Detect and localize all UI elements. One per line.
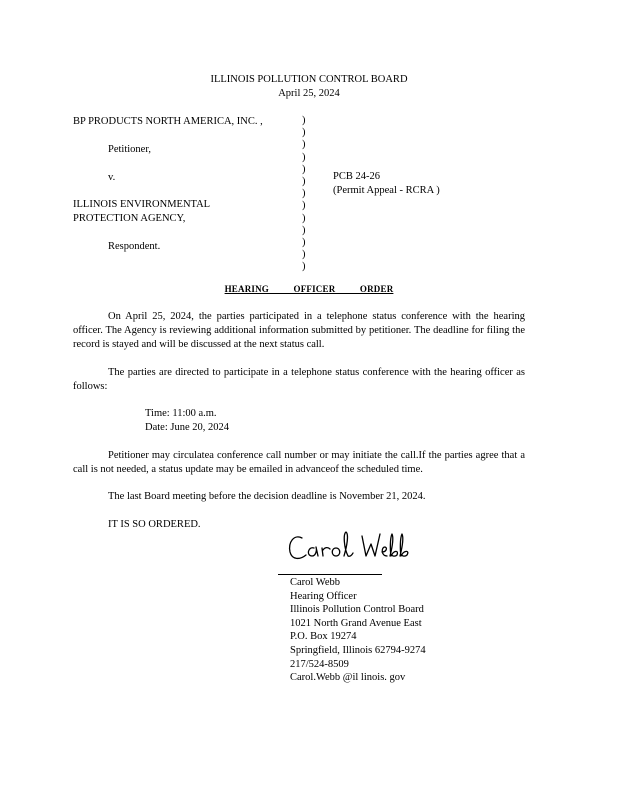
agency-name: ILLINOIS POLLUTION CONTROL BOARD — [210, 74, 408, 85]
signer-pobox: P.O. Box 19274 — [290, 631, 357, 643]
case-number: PCB 24-26 — [333, 171, 380, 182]
order-title — [0, 282, 618, 296]
document-header — [0, 73, 618, 101]
paragraph-1-text: On April 25, 2024, the parties participated in a telephone status conference with the hearing officer. The Agency is reviewing additional information submitted by petitioner. The deadline for filing the record is stayed and will be discussed at the next status call. — [73, 311, 525, 350]
respondent-role: Respondent. — [108, 241, 161, 252]
signer-org: Illinois Pollution Control Board — [290, 604, 424, 616]
signer-street: 1021 North Grand Avenue East — [290, 617, 422, 629]
petitioner-role: Petitioner, — [108, 144, 152, 155]
paragraph-status-conference — [73, 310, 525, 352]
petitioner-name: BP PRODUCTS NORTH AMERICA, INC. , — [73, 116, 263, 127]
so-ordered: IT IS SO ORDERED. — [108, 519, 201, 530]
signer-city: Springfield, Illinois 62794-9274 — [290, 644, 426, 656]
signer-name: Carol Webb — [290, 577, 340, 588]
signer-title: Hearing Officer — [290, 590, 357, 602]
header-date: April 25, 2024 — [278, 88, 340, 99]
signature-block — [290, 576, 426, 685]
signature-line — [278, 574, 382, 575]
case-info — [333, 170, 440, 198]
handwritten-signature — [286, 528, 416, 568]
order-title-text: HEARING OFFICER ORDER — [224, 284, 394, 294]
signer-email: Carol.Webb @il linois. gov — [290, 672, 406, 684]
paragraph-directive — [73, 366, 525, 394]
signer-phone: 217/524-8509 — [290, 658, 349, 670]
paragraph-3-text: Petitioner may circulatea conference call number or may initiate the call.If the parties agree that a call is not needed, a status update may be emailed in advanceof the scheduled time. — [73, 450, 525, 475]
conference-date: Date: June 20, 2024 — [145, 422, 229, 433]
caption-parentheses: ) ) ) ) ) ) ) ) ) ) ) ) ) — [302, 115, 306, 273]
respondent-line-1: ILLINOIS ENVIRONMENTAL — [73, 199, 211, 210]
paragraph-2-text: The parties are directed to participate in a telephone status conference with the hearing officer as follows: — [73, 367, 525, 392]
conference-time: Time: 11:00 a.m. — [145, 408, 217, 419]
respondent-line-2: PROTECTION AGENCY, — [73, 213, 186, 224]
paragraph-call-info — [73, 449, 525, 477]
case-type: (Permit Appeal - RCRA ) — [333, 185, 440, 196]
paragraph-deadline: The last Board meeting before the decision deadline is November 21, 2024. — [108, 491, 426, 502]
versus: v. — [108, 172, 116, 183]
